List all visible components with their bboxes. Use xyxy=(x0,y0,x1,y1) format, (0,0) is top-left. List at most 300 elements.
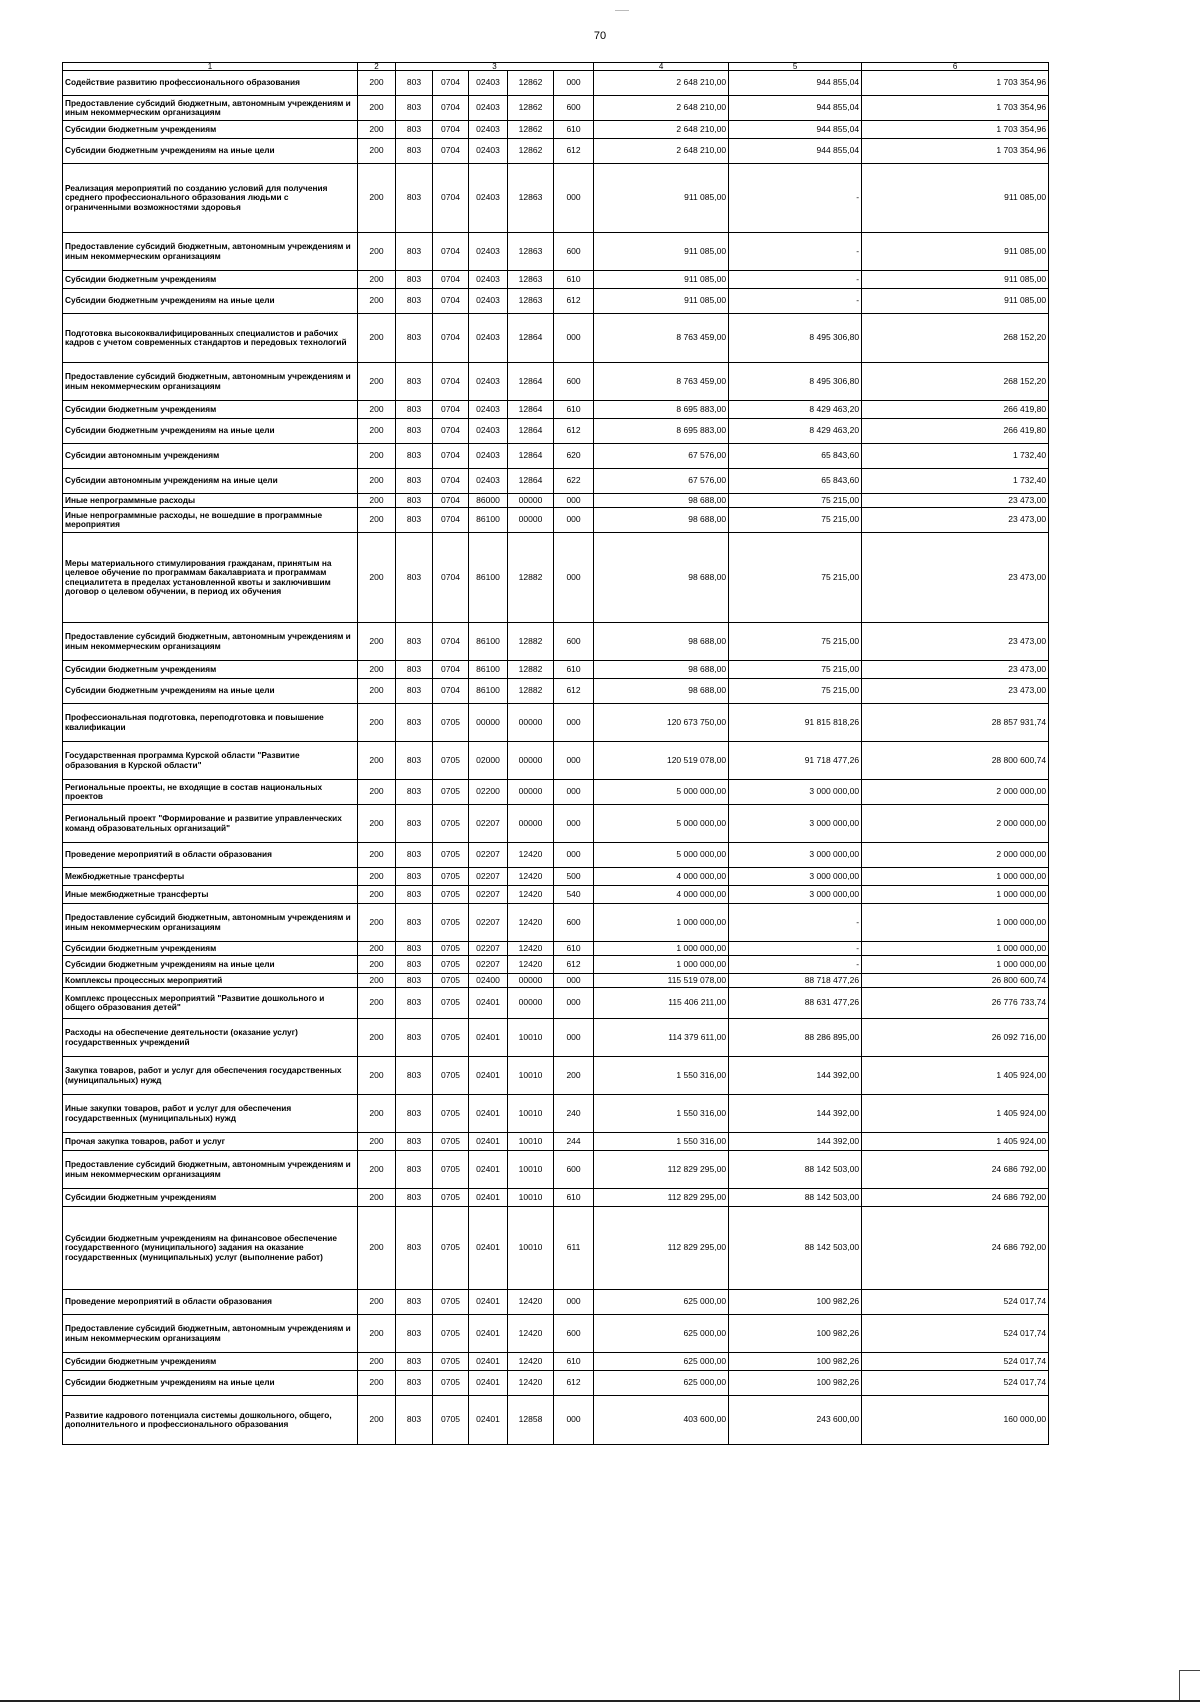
row-code-vid: 600 xyxy=(554,96,594,121)
row-code-vid: 000 xyxy=(554,164,594,233)
row-code-razdel: 0704 xyxy=(433,164,469,233)
row-code-grbs: 200 xyxy=(358,494,396,508)
row-code-direction: 00000 xyxy=(508,780,554,805)
row-code-program: 02403 xyxy=(469,469,508,494)
table-row xyxy=(63,533,1049,623)
header-col-5: 5 xyxy=(729,63,862,71)
row-code-vid: 600 xyxy=(554,233,594,271)
row-code-grbs: 200 xyxy=(358,289,396,314)
row-code-program: 02403 xyxy=(469,419,508,444)
row-amount-5: 3 000 000,00 xyxy=(729,780,862,805)
row-amount-5: 88 142 503,00 xyxy=(729,1207,862,1290)
row-code-program: 02401 xyxy=(469,1371,508,1396)
row-code-direction: 12862 xyxy=(508,96,554,121)
row-code-grbs: 200 xyxy=(358,71,396,96)
row-amount-5: 3 000 000,00 xyxy=(729,886,862,904)
row-amount-4: 8 695 883,00 xyxy=(594,419,729,444)
row-code-program: 02401 xyxy=(469,1095,508,1133)
row-code-program: 02207 xyxy=(469,904,508,942)
table-row xyxy=(63,419,1049,444)
row-name: Субсидии бюджетным учреждениям на иные цели xyxy=(63,956,358,974)
row-name: Содействие развитию профессионального образования xyxy=(63,71,358,96)
row-code-vedomstvo: 803 xyxy=(396,1290,433,1315)
row-code-vedomstvo: 803 xyxy=(396,1133,433,1151)
row-code-direction: 10010 xyxy=(508,1095,554,1133)
row-code-vedomstvo: 803 xyxy=(396,1353,433,1371)
row-amount-6: 524 017,74 xyxy=(862,1353,1049,1371)
row-amount-6: 1 000 000,00 xyxy=(862,956,1049,974)
row-code-grbs: 200 xyxy=(358,1133,396,1151)
row-code-razdel: 0705 xyxy=(433,1207,469,1290)
row-amount-5: 75 215,00 xyxy=(729,494,862,508)
row-code-razdel: 0705 xyxy=(433,1353,469,1371)
row-code-vid: 600 xyxy=(554,363,594,401)
row-code-program: 02403 xyxy=(469,363,508,401)
row-name: Профессиональная подготовка, переподготовка и повышение квалификации xyxy=(63,704,358,742)
row-name: Подготовка высококвалифицированных специалистов и рабочих кадров с учетом современных стандартов и передовых технологий xyxy=(63,314,358,363)
row-amount-4: 2 648 210,00 xyxy=(594,71,729,96)
row-code-vid: 000 xyxy=(554,71,594,96)
row-amount-6: 268 152,20 xyxy=(862,363,1049,401)
row-name: Субсидии бюджетным учреждениям xyxy=(63,1353,358,1371)
row-code-vedomstvo: 803 xyxy=(396,1315,433,1353)
row-code-direction: 12420 xyxy=(508,1315,554,1353)
row-code-vedomstvo: 803 xyxy=(396,780,433,805)
row-code-direction: 12864 xyxy=(508,469,554,494)
row-name: Региональные проекты, не входящие в состав национальных проектов xyxy=(63,780,358,805)
row-amount-4: 98 688,00 xyxy=(594,508,729,533)
row-amount-6: 26 800 600,74 xyxy=(862,974,1049,988)
row-code-direction: 10010 xyxy=(508,1133,554,1151)
table-row xyxy=(63,494,1049,508)
row-code-grbs: 200 xyxy=(358,419,396,444)
row-code-vid: 000 xyxy=(554,494,594,508)
row-code-grbs: 200 xyxy=(358,805,396,843)
budget-table xyxy=(62,62,1049,1445)
row-code-direction: 12862 xyxy=(508,121,554,139)
row-amount-5: 8 495 306,80 xyxy=(729,314,862,363)
row-code-razdel: 0705 xyxy=(433,886,469,904)
row-code-program: 86100 xyxy=(469,508,508,533)
row-amount-6: 524 017,74 xyxy=(862,1315,1049,1353)
table-row xyxy=(63,1151,1049,1189)
row-amount-4: 911 085,00 xyxy=(594,233,729,271)
row-code-direction: 12882 xyxy=(508,623,554,661)
row-code-vid: 610 xyxy=(554,271,594,289)
row-name: Субсидии бюджетным учреждениям на финансовое обеспечение государственного (муниципального) задания на оказание государственных (муниципальных) услуг (выполнение работ) xyxy=(63,1207,358,1290)
row-amount-5: 944 855,04 xyxy=(729,139,862,164)
row-amount-6: 1 703 354,96 xyxy=(862,139,1049,164)
row-code-vedomstvo: 803 xyxy=(396,164,433,233)
row-code-program: 00000 xyxy=(469,704,508,742)
table-row xyxy=(63,469,1049,494)
row-code-direction: 12858 xyxy=(508,1396,554,1445)
row-code-grbs: 200 xyxy=(358,1290,396,1315)
table-row xyxy=(63,1095,1049,1133)
row-code-razdel: 0705 xyxy=(433,1019,469,1057)
row-code-razdel: 0705 xyxy=(433,904,469,942)
row-code-vid: 600 xyxy=(554,1151,594,1189)
row-name: Субсидии бюджетным учреждениям xyxy=(63,1189,358,1207)
row-code-program: 86100 xyxy=(469,623,508,661)
row-amount-6: 26 776 733,74 xyxy=(862,988,1049,1019)
row-code-program: 02207 xyxy=(469,942,508,956)
row-code-vedomstvo: 803 xyxy=(396,1151,433,1189)
row-code-vid: 612 xyxy=(554,419,594,444)
table-row xyxy=(63,1133,1049,1151)
row-code-vedomstvo: 803 xyxy=(396,742,433,780)
row-amount-5: 944 855,04 xyxy=(729,71,862,96)
row-code-vid: 611 xyxy=(554,1207,594,1290)
row-amount-4: 115 406 211,00 xyxy=(594,988,729,1019)
row-code-razdel: 0705 xyxy=(433,988,469,1019)
table-row xyxy=(63,314,1049,363)
row-code-vid: 000 xyxy=(554,1290,594,1315)
row-amount-4: 114 379 611,00 xyxy=(594,1019,729,1057)
row-amount-4: 5 000 000,00 xyxy=(594,843,729,868)
row-amount-5: 8 495 306,80 xyxy=(729,363,862,401)
table-row xyxy=(63,805,1049,843)
row-code-vid: 612 xyxy=(554,289,594,314)
row-amount-4: 112 829 295,00 xyxy=(594,1207,729,1290)
row-code-vedomstvo: 803 xyxy=(396,904,433,942)
row-code-vedomstvo: 803 xyxy=(396,679,433,704)
row-amount-4: 112 829 295,00 xyxy=(594,1189,729,1207)
row-code-razdel: 0705 xyxy=(433,1151,469,1189)
row-code-vedomstvo: 803 xyxy=(396,289,433,314)
table-row xyxy=(63,843,1049,868)
row-name: Иные закупки товаров, работ и услуг для обеспечения государственных (муниципальных) нужд xyxy=(63,1095,358,1133)
row-code-grbs: 200 xyxy=(358,363,396,401)
row-code-direction: 12864 xyxy=(508,314,554,363)
row-code-program: 02401 xyxy=(469,1315,508,1353)
row-code-program: 02400 xyxy=(469,974,508,988)
row-amount-6: 28 857 931,74 xyxy=(862,704,1049,742)
row-amount-6: 2 000 000,00 xyxy=(862,805,1049,843)
row-amount-5: 88 142 503,00 xyxy=(729,1189,862,1207)
row-code-direction: 12420 xyxy=(508,1371,554,1396)
row-code-razdel: 0704 xyxy=(433,444,469,469)
row-code-program: 02403 xyxy=(469,164,508,233)
row-code-vid: 000 xyxy=(554,314,594,363)
row-code-program: 02401 xyxy=(469,1057,508,1095)
row-code-program: 02000 xyxy=(469,742,508,780)
row-code-grbs: 200 xyxy=(358,886,396,904)
row-code-direction: 10010 xyxy=(508,1057,554,1095)
row-name: Субсидии бюджетным учреждениям xyxy=(63,121,358,139)
row-code-program: 02401 xyxy=(469,1189,508,1207)
row-amount-6: 266 419,80 xyxy=(862,401,1049,419)
row-amount-4: 625 000,00 xyxy=(594,1290,729,1315)
row-amount-6: 911 085,00 xyxy=(862,289,1049,314)
row-name: Региональный проект "Формирование и развитие управленческих команд образовательных организаций" xyxy=(63,805,358,843)
row-name: Проведение мероприятий в области образования xyxy=(63,843,358,868)
row-code-razdel: 0704 xyxy=(433,96,469,121)
header-col-2: 2 xyxy=(358,63,396,71)
row-name: Прочая закупка товаров, работ и услуг xyxy=(63,1133,358,1151)
table-row xyxy=(63,1207,1049,1290)
row-code-program: 02403 xyxy=(469,139,508,164)
table-row xyxy=(63,363,1049,401)
row-code-grbs: 200 xyxy=(358,1057,396,1095)
row-code-direction: 12864 xyxy=(508,444,554,469)
row-code-vedomstvo: 803 xyxy=(396,1189,433,1207)
row-code-direction: 10010 xyxy=(508,1019,554,1057)
row-code-grbs: 200 xyxy=(358,661,396,679)
row-code-program: 02401 xyxy=(469,1133,508,1151)
table-row xyxy=(63,623,1049,661)
row-code-direction: 12420 xyxy=(508,942,554,956)
scan-mark xyxy=(615,10,629,11)
row-code-vedomstvo: 803 xyxy=(396,401,433,419)
row-amount-4: 625 000,00 xyxy=(594,1371,729,1396)
row-amount-6: 911 085,00 xyxy=(862,164,1049,233)
row-name: Развитие кадрового потенциала системы дошкольного, общего, дополнительного и профессионального образования xyxy=(63,1396,358,1445)
table-row xyxy=(63,1396,1049,1445)
row-code-grbs: 200 xyxy=(358,314,396,363)
row-code-vedomstvo: 803 xyxy=(396,1207,433,1290)
row-code-vedomstvo: 803 xyxy=(396,469,433,494)
row-code-program: 86100 xyxy=(469,679,508,704)
row-code-razdel: 0705 xyxy=(433,805,469,843)
row-amount-5: 88 718 477,26 xyxy=(729,974,862,988)
table-row xyxy=(63,96,1049,121)
row-code-vedomstvo: 803 xyxy=(396,444,433,469)
row-amount-5: 65 843,60 xyxy=(729,469,862,494)
row-code-program: 02403 xyxy=(469,314,508,363)
row-code-razdel: 0704 xyxy=(433,233,469,271)
row-code-direction: 00000 xyxy=(508,494,554,508)
table-row xyxy=(63,271,1049,289)
row-code-vedomstvo: 803 xyxy=(396,805,433,843)
row-code-grbs: 200 xyxy=(358,1189,396,1207)
row-name: Иные межбюджетные трансферты xyxy=(63,886,358,904)
row-code-razdel: 0705 xyxy=(433,1133,469,1151)
row-code-grbs: 200 xyxy=(358,401,396,419)
table-row xyxy=(63,233,1049,271)
row-code-direction: 12882 xyxy=(508,661,554,679)
row-code-grbs: 200 xyxy=(358,868,396,886)
row-code-vid: 000 xyxy=(554,1396,594,1445)
row-name: Субсидии бюджетным учреждениям xyxy=(63,942,358,956)
row-code-vedomstvo: 803 xyxy=(396,843,433,868)
row-code-grbs: 200 xyxy=(358,96,396,121)
row-amount-6: 524 017,74 xyxy=(862,1371,1049,1396)
row-amount-4: 98 688,00 xyxy=(594,623,729,661)
row-amount-6: 1 000 000,00 xyxy=(862,942,1049,956)
row-amount-4: 98 688,00 xyxy=(594,661,729,679)
row-amount-6: 23 473,00 xyxy=(862,623,1049,661)
row-name: Субсидии автономным учреждениям на иные цели xyxy=(63,469,358,494)
row-code-vedomstvo: 803 xyxy=(396,988,433,1019)
row-name: Предоставление субсидий бюджетным, автономным учреждениям и иным некоммерческим организациям xyxy=(63,623,358,661)
row-code-vid: 000 xyxy=(554,742,594,780)
row-name: Субсидии бюджетным учреждениям xyxy=(63,401,358,419)
row-code-razdel: 0705 xyxy=(433,843,469,868)
row-amount-6: 23 473,00 xyxy=(862,661,1049,679)
row-code-razdel: 0705 xyxy=(433,974,469,988)
table-row xyxy=(63,904,1049,942)
row-name: Предоставление субсидий бюджетным, автономным учреждениям и иным некоммерческим организациям xyxy=(63,904,358,942)
row-code-direction: 12420 xyxy=(508,1353,554,1371)
row-code-grbs: 200 xyxy=(358,469,396,494)
row-code-vid: 000 xyxy=(554,988,594,1019)
row-code-direction: 12420 xyxy=(508,904,554,942)
row-amount-6: 23 473,00 xyxy=(862,679,1049,704)
row-code-direction: 10010 xyxy=(508,1189,554,1207)
row-code-razdel: 0705 xyxy=(433,942,469,956)
row-amount-6: 911 085,00 xyxy=(862,271,1049,289)
row-amount-5: 88 286 895,00 xyxy=(729,1019,862,1057)
row-code-direction: 12420 xyxy=(508,956,554,974)
row-code-direction: 12864 xyxy=(508,401,554,419)
table-row xyxy=(63,1353,1049,1371)
row-code-vedomstvo: 803 xyxy=(396,363,433,401)
row-amount-5: 75 215,00 xyxy=(729,623,862,661)
row-code-vedomstvo: 803 xyxy=(396,419,433,444)
row-code-program: 02401 xyxy=(469,1396,508,1445)
row-code-vid: 610 xyxy=(554,942,594,956)
row-code-grbs: 200 xyxy=(358,139,396,164)
row-code-razdel: 0704 xyxy=(433,71,469,96)
row-name: Расходы на обеспечение деятельности (оказание услуг) государственных учреждений xyxy=(63,1019,358,1057)
row-code-vid: 610 xyxy=(554,401,594,419)
row-code-razdel: 0705 xyxy=(433,868,469,886)
row-amount-5: 75 215,00 xyxy=(729,661,862,679)
row-code-vid: 000 xyxy=(554,508,594,533)
row-code-razdel: 0705 xyxy=(433,1396,469,1445)
row-amount-4: 1 000 000,00 xyxy=(594,942,729,956)
row-code-grbs: 200 xyxy=(358,1353,396,1371)
row-amount-6: 1 000 000,00 xyxy=(862,886,1049,904)
row-code-razdel: 0704 xyxy=(433,121,469,139)
row-code-program: 02403 xyxy=(469,289,508,314)
row-amount-4: 1 000 000,00 xyxy=(594,956,729,974)
row-name: Предоставление субсидий бюджетным, автономным учреждениям и иным некоммерческим организациям xyxy=(63,1315,358,1353)
table-row xyxy=(63,121,1049,139)
row-amount-4: 1 550 316,00 xyxy=(594,1095,729,1133)
row-code-grbs: 200 xyxy=(358,1207,396,1290)
table-row xyxy=(63,289,1049,314)
row-amount-5: 243 600,00 xyxy=(729,1396,862,1445)
table-row xyxy=(63,1019,1049,1057)
row-amount-5: - xyxy=(729,904,862,942)
row-code-grbs: 200 xyxy=(358,974,396,988)
table-row xyxy=(63,401,1049,419)
row-code-vedomstvo: 803 xyxy=(396,1019,433,1057)
row-name: Субсидии бюджетным учреждениям на иные цели xyxy=(63,679,358,704)
row-code-program: 02401 xyxy=(469,1290,508,1315)
table-row xyxy=(63,974,1049,988)
row-code-vedomstvo: 803 xyxy=(396,886,433,904)
row-amount-6: 1 405 924,00 xyxy=(862,1133,1049,1151)
row-amount-6: 23 473,00 xyxy=(862,494,1049,508)
row-name: Субсидии бюджетным учреждениям на иные цели xyxy=(63,1371,358,1396)
row-code-razdel: 0705 xyxy=(433,1057,469,1095)
row-code-grbs: 200 xyxy=(358,164,396,233)
row-code-razdel: 0704 xyxy=(433,494,469,508)
row-amount-4: 4 000 000,00 xyxy=(594,868,729,886)
row-amount-4: 115 519 078,00 xyxy=(594,974,729,988)
row-name: Закупка товаров, работ и услуг для обеспечения государственных (муниципальных) нужд xyxy=(63,1057,358,1095)
row-name: Предоставление субсидий бюджетным, автономным учреждениям и иным некоммерческим организациям xyxy=(63,233,358,271)
header-col-6: 6 xyxy=(862,63,1049,71)
row-code-vedomstvo: 803 xyxy=(396,704,433,742)
row-amount-5: 88 142 503,00 xyxy=(729,1151,862,1189)
table-body xyxy=(63,71,1049,1445)
row-amount-6: 23 473,00 xyxy=(862,533,1049,623)
row-amount-4: 625 000,00 xyxy=(594,1353,729,1371)
table-row xyxy=(63,1371,1049,1396)
header-col-4: 4 xyxy=(594,63,729,71)
row-code-vid: 610 xyxy=(554,661,594,679)
row-code-direction: 12864 xyxy=(508,363,554,401)
row-amount-5: 75 215,00 xyxy=(729,508,862,533)
scan-frame-edge xyxy=(1179,1670,1200,1701)
row-code-vedomstvo: 803 xyxy=(396,974,433,988)
table-row xyxy=(63,71,1049,96)
row-name: Субсидии бюджетным учреждениям на иные цели xyxy=(63,289,358,314)
row-code-razdel: 0704 xyxy=(433,533,469,623)
row-code-vid: 622 xyxy=(554,469,594,494)
row-code-razdel: 0705 xyxy=(433,780,469,805)
row-code-vedomstvo: 803 xyxy=(396,121,433,139)
row-code-razdel: 0704 xyxy=(433,661,469,679)
row-amount-4: 625 000,00 xyxy=(594,1315,729,1353)
row-amount-6: 266 419,80 xyxy=(862,419,1049,444)
row-amount-6: 2 000 000,00 xyxy=(862,843,1049,868)
row-code-vedomstvo: 803 xyxy=(396,71,433,96)
row-name: Меры материального стимулирования гражданам, принятым на целевое обучение по программам бакалавриата и программам специалитета в пределах установленной квоты и заключившим договор о целевом обучении, в период их обучения xyxy=(63,533,358,623)
row-amount-5: 144 392,00 xyxy=(729,1133,862,1151)
row-code-vedomstvo: 803 xyxy=(396,314,433,363)
row-amount-6: 160 000,00 xyxy=(862,1396,1049,1445)
row-code-direction: 12863 xyxy=(508,164,554,233)
row-code-razdel: 0704 xyxy=(433,271,469,289)
table-row xyxy=(63,1057,1049,1095)
row-code-grbs: 200 xyxy=(358,904,396,942)
row-code-razdel: 0704 xyxy=(433,139,469,164)
row-code-razdel: 0705 xyxy=(433,742,469,780)
row-amount-5: 100 982,26 xyxy=(729,1371,862,1396)
row-amount-5: - xyxy=(729,956,862,974)
scan-frame-bottom xyxy=(0,1700,1200,1702)
row-code-program: 02403 xyxy=(469,401,508,419)
row-code-grbs: 200 xyxy=(358,679,396,704)
row-amount-6: 1 732,40 xyxy=(862,444,1049,469)
row-code-razdel: 0705 xyxy=(433,956,469,974)
table-row xyxy=(63,661,1049,679)
row-code-vid: 612 xyxy=(554,139,594,164)
table-row xyxy=(63,1189,1049,1207)
row-code-vid: 500 xyxy=(554,868,594,886)
row-amount-5: - xyxy=(729,289,862,314)
row-amount-4: 4 000 000,00 xyxy=(594,886,729,904)
row-amount-4: 120 673 750,00 xyxy=(594,704,729,742)
row-code-direction: 12863 xyxy=(508,271,554,289)
row-amount-5: - xyxy=(729,164,862,233)
row-code-vid: 600 xyxy=(554,1315,594,1353)
row-amount-6: 911 085,00 xyxy=(862,233,1049,271)
row-amount-6: 24 686 792,00 xyxy=(862,1207,1049,1290)
row-code-vedomstvo: 803 xyxy=(396,96,433,121)
row-code-razdel: 0705 xyxy=(433,1371,469,1396)
row-amount-4: 8 695 883,00 xyxy=(594,401,729,419)
row-amount-5: 944 855,04 xyxy=(729,121,862,139)
row-amount-5: - xyxy=(729,271,862,289)
row-code-program: 02401 xyxy=(469,988,508,1019)
row-code-vedomstvo: 803 xyxy=(396,233,433,271)
